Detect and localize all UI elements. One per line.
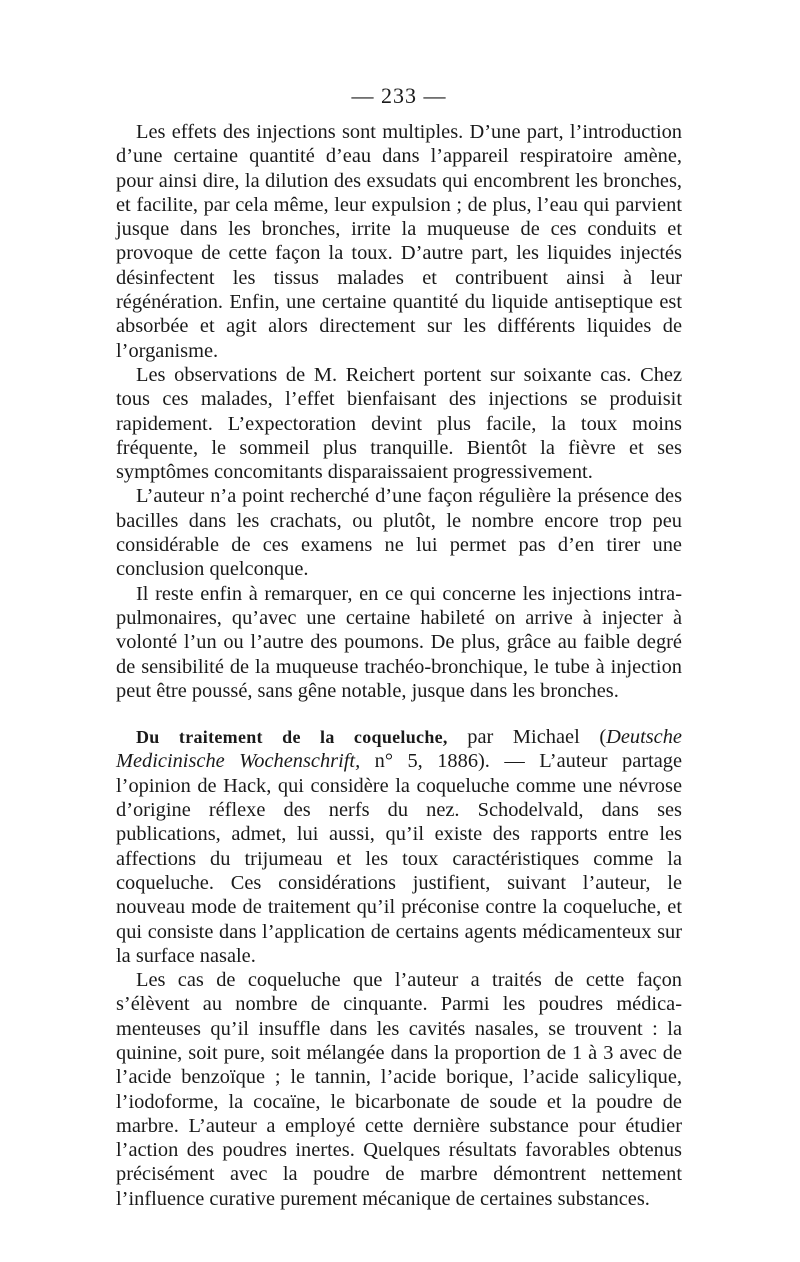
paragraph-injection-effects: Les effets des injections sont multiples. D’une part, l’introduction d’une certaine quantité d’eau dans l’appareil respiratoire amène, pour ainsi dire, la dilution des exsudats qui encombrent les bronches, et facilite, par cela même, leur expulsion ; de plus, l’eau qui parvient jusque dans les bronches, irrite la muqueuse de ces conduits et provoque de cette façon la toux. D’autre part, les liquides injectés désinfectent les tissus malades et contribuent ainsi à leur régénération. Enfin, une certaine quantité du liquide antiseptique est absorbée et agit alors directement sur les différents liquides de l’organisme. bbox=[116, 121, 682, 362]
article-source: Deutsche Medicinische Wochenschrift, bbox=[116, 726, 682, 773]
article-paragraph bbox=[116, 725, 682, 968]
paragraph-intra-pulmonary: Il reste enfin à remarquer, en ce qui concerne les injections intra-pulmonaires, qu’avec une certaine habileté on arrive à injecter à volonté l’un ou l’autre des poumons. De plus, grâce au faible degré de sensibilité de la muqueuse trachéo-bronchique, le tube à injection peut être poussé, sans gêne notable, jusque dans les bronches. bbox=[116, 582, 682, 702]
paragraph-bacilles: L’auteur n’a point recherché d’une façon régulière la présence des bacilles dans les crachats, ou plutôt, le nombre encore trop peu considérable de ces examens ne lui permet pas d’en tirer une conclusion quelconque. bbox=[116, 485, 682, 581]
paragraph-coqueluche-cases: Les cas de coqueluche que l’auteur a traités de cette façon s’élèvent au nombre de cinquante. Parmi les poudres médicamenteuses qu’il insuffle dans les cavités nasales, se trouvent : la quinine, soit pure, soit mélangée dans la proportion de 1 à 3 avec de l’acide benzoïque ; le tannin, l’acide borique, l’acide salicylique, l’iodoforme, la cocaïne, le bicarbonate de soude et la poudre de marbre. L’auteur a employé cette dernière substance pour étudier l’action des poudres inertes. Quelques résultats favorables obtenus précisément avec la poudre de marbre démontrent nettement l’influence curative purement mécanique de certaines substances. bbox=[116, 969, 682, 1210]
page-number: — 233 — bbox=[351, 83, 447, 108]
paragraph-reichert-observations: Les observations de M. Reichert portent sur soixante cas. Chez tous ces malades, l’effet bienfaisant des injections se produisit rapidement. L’expectoration devint plus facile, la toux moins fréquente, le sommeil plus tranquille. Bientôt la fièvre et ses symptômes concomitants disparaissaient progressivement. bbox=[116, 363, 682, 484]
article-title: Du traitement de la coqueluche, bbox=[136, 727, 448, 748]
article-author: par Michael ( bbox=[447, 726, 607, 749]
article-text: n° 5, 1886). — L’auteur partage l’opinion de Hack, qui considère la coqueluche comme une névrose d’origine réflexe des nerfs du nez. Schodelvald, dans ses publications, admet, lui aussi, qu’il existe des rapports entre les affections du trijumeau et les toux caractéristiques comme la coqueluche. Ces considérations justifient, suivant l’auteur, le nouveau mode de traitement qu’il préconise contre la coqueluche, et qui consiste dans l’application de certains agents médicamenteux sur la surface nasale. bbox=[116, 750, 683, 967]
document-page bbox=[116, 82, 682, 1211]
section-spacer bbox=[116, 703, 682, 725]
